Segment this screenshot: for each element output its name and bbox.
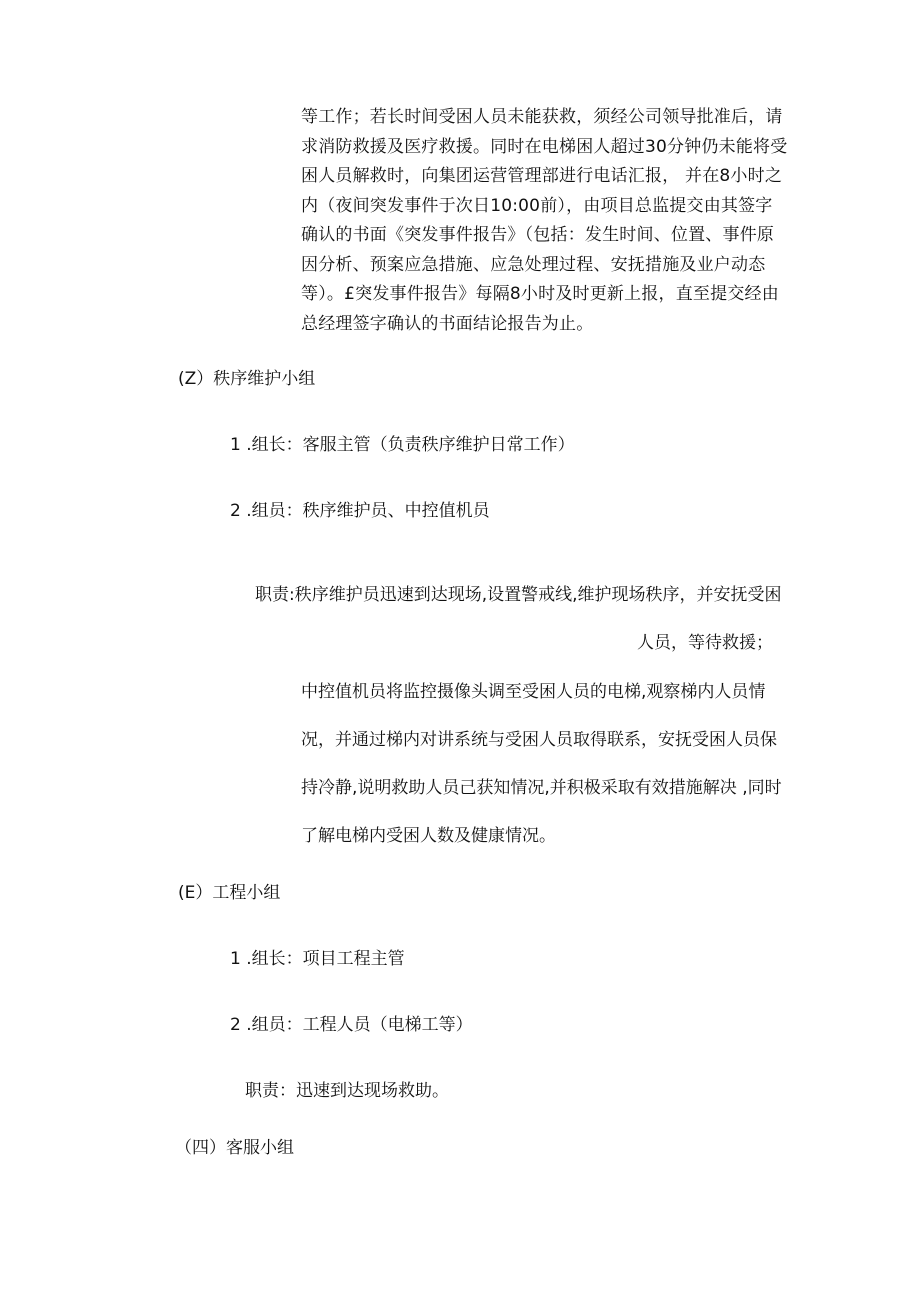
engineering-member-item: 2 .组员：工程人员（电梯工等） [230,1015,473,1035]
order-duty-line: 中控值机员将监控摄像头调至受困人员的电梯,观察梯内人员情 [301,682,766,702]
order-duty-line: 人员，等待救援； [637,633,773,653]
order-duty-line: 职责:秩序维护员迅速到达现场,设置警戒线,维护现场秩序，并安抚受困 [255,585,782,605]
paragraph-line: 困人员解救时，向集团运营管理部进行电话汇报， 并在8小时之 [301,166,783,186]
paragraph-line: 求消防救援及医疗救援。同时在电梯困人超过30分钟仍未能将受 [301,136,788,157]
engineering-duty-line: 职责：迅速到达现场救助。 [245,1081,449,1101]
section-heading-engineering: (E）工程小组 [178,883,281,903]
engineering-leader-item: 1 .组长：项目工程主管 [230,949,405,969]
paragraph-line: 因分析、预案应急措施、应急处理过程、安抚措施及业户动态 [301,254,766,275]
paragraph-line: 等）。£突发事件报告》每隔8小时及时更新上报，直至提交经由 [301,284,779,304]
section-heading-customer: （四）客服小组 [175,1138,294,1158]
top-paragraph [301,106,788,342]
order-leader-item: 1 .组长：客服主管（负责秩序维护日常工作） [230,435,575,455]
order-duty-line: 况，并通过梯内对讲系统与受困人员取得联系，安抚受困人员保 [301,730,777,750]
order-member-item: 2 .组员：秩序维护员、中控值机员 [230,501,490,521]
paragraph-line: 总经理签字确认的书面结论报告为止。 [301,313,594,334]
section-heading-order: (Z）秩序维护小组 [178,369,316,389]
paragraph-line: 等工作；若长时间受困人员未能获救，须经公司领导批准后，请 [301,107,783,127]
order-duty-line: 持冷静,说明救助人员己获知情况,并积极采取有效措施解决 ,同时 [301,778,782,798]
paragraph-line: 内（夜间突发事件于次日10:00前），由项目总监提交由其签字 [301,195,773,216]
paragraph-line: 确认的书面《突发事件报告》（包括：发生时间、位置、事件原 [301,225,775,245]
order-duty-line: 了解电梯内受困人数及健康情况。 [301,826,556,846]
